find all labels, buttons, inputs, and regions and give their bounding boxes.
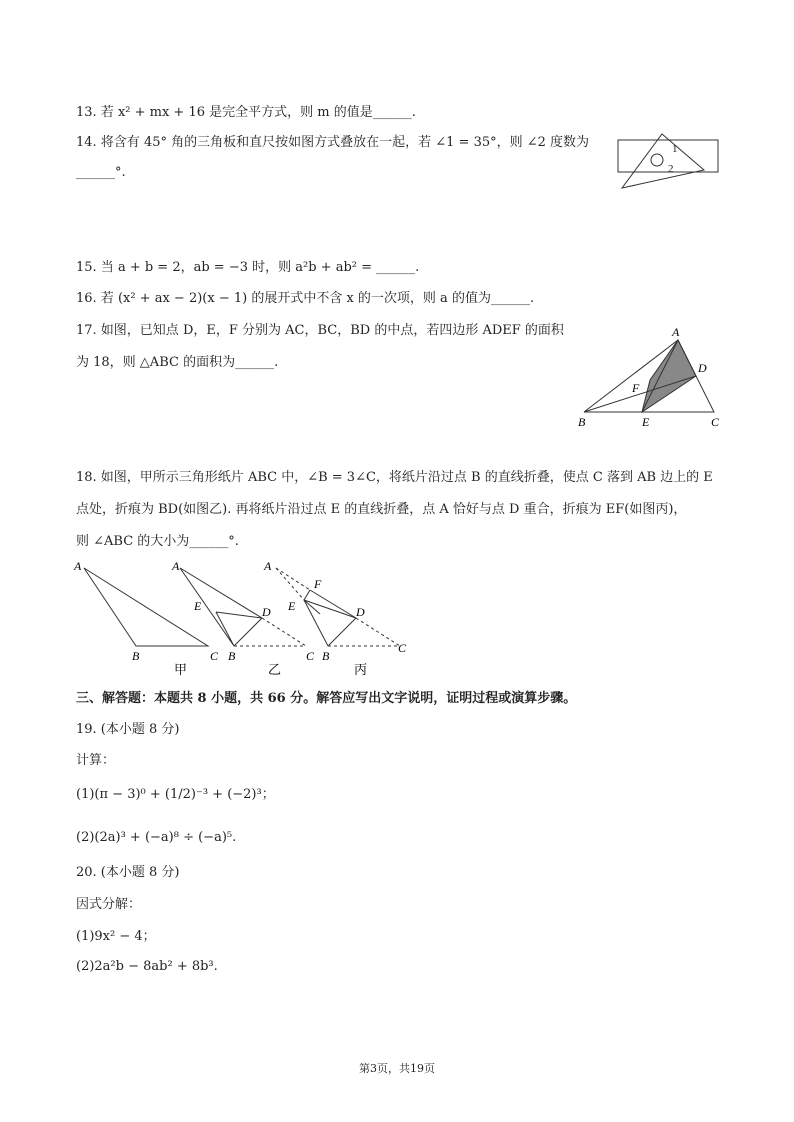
q19-part2: (2)(2a)³ + (−a)⁸ ÷ (−a)⁵. xyxy=(76,830,237,845)
jia-caption: 甲 xyxy=(174,662,188,677)
q16-text: 16. 若 (x² + ax − 2)(x − 1) 的展开式中不含 x 的一次项，则 a 的值为______. xyxy=(76,291,535,306)
q18-line1: 18. 如图，甲所示三角形纸片 ABC 中，∠B = 3∠C，将纸片沿过点 B 的直线折叠，使点 C 落到 AB 边上的 E xyxy=(76,470,713,485)
jia-label-C: C xyxy=(210,649,219,663)
yi-label-A: A xyxy=(172,559,180,573)
yi-label-D: D xyxy=(262,605,271,619)
bing-caption: 丙 xyxy=(354,662,368,677)
yi-label-E: E xyxy=(194,599,202,613)
section3-title: 三、解答题：本题共 8 小题，共 66 分。解答应写出文字说明，证明过程或演算步骤。 xyxy=(76,691,577,706)
yi-label-B: B xyxy=(228,649,236,663)
fig-bing-dashed-AE xyxy=(276,568,304,600)
page-footer: 第3页，共19页 xyxy=(359,1062,435,1075)
bing-label-A: A xyxy=(264,559,272,573)
fig-jia-triangle xyxy=(84,568,208,646)
q17-figure xyxy=(570,322,730,434)
fig-bing-BD xyxy=(328,618,356,646)
q18-figures xyxy=(70,556,420,680)
fig-bing-EF xyxy=(304,590,310,600)
q14-line1: 14. 将含有 45° 角的三角板和直尺按如图方式叠放在一起，若 ∠1 = 35°，则 ∠2 度数为 xyxy=(76,135,590,150)
bing-label-E: E xyxy=(288,599,296,613)
fig-yi-AB xyxy=(180,568,234,646)
fig-yi-ED xyxy=(216,612,262,618)
shaded-quadrilateral-ADEF xyxy=(642,340,696,412)
segment-BD xyxy=(584,376,696,412)
label-F: F xyxy=(632,381,640,395)
fig-yi-dashed-DC xyxy=(262,618,306,646)
fig-yi-AC xyxy=(180,568,262,618)
q20-prompt: 因式分解： xyxy=(76,897,142,912)
set-square-hole xyxy=(651,154,663,166)
q18-line2: 点处，折痕为 BD(如图乙). 再将纸片沿过点 E 的直线折叠，点 A 恰好与点 D 重合，折痕为 EF(如图丙)， xyxy=(76,502,687,517)
label-B: B xyxy=(578,415,586,429)
jia-label-A: A xyxy=(74,559,82,573)
label-C: C xyxy=(711,415,720,429)
q14-figure xyxy=(612,130,724,194)
bing-label-B: B xyxy=(322,649,330,663)
q17-line1: 17. 如图，已知点 D，E，F 分别为 AC，BC，BD 的中点，若四边形 ADEF 的面积 xyxy=(76,323,564,338)
yi-label-C: C xyxy=(306,649,315,663)
fig-yi-BD xyxy=(234,618,262,646)
bing-label-C: C xyxy=(398,641,407,655)
q13-text: 13. 若 x² + mx + 16 是完全平方式，则 m 的值是______. xyxy=(76,105,416,120)
q20-part2: (2)2a²b − 8ab² + 8b³. xyxy=(76,959,218,974)
q15-text: 15. 当 a + b = 2，ab = −3 时，则 a²b + ab² = ______. xyxy=(76,260,420,275)
angle-2-label: 2 xyxy=(668,163,674,175)
angle-1-label: 1 xyxy=(672,143,678,155)
q19-part1: (1)(π − 3)⁰ + (1/2)⁻³ + (−2)³； xyxy=(76,787,275,802)
q18-line3: 则 ∠ABC 的大小为______°. xyxy=(76,534,239,549)
q20-part1: (1)9x² − 4； xyxy=(76,929,156,944)
label-E: E xyxy=(642,415,650,429)
label-D: D xyxy=(698,361,707,375)
bing-label-D: D xyxy=(356,605,365,619)
bing-label-F: F xyxy=(314,577,322,591)
yi-caption: 乙 xyxy=(268,662,282,677)
q14-line2: ______°. xyxy=(76,165,126,180)
q17-line2: 为 18，则 △ABC 的面积为______. xyxy=(76,355,279,370)
q20-header: 20. (本小题 8 分) xyxy=(76,865,180,880)
fig-bing-E-fold xyxy=(304,600,320,614)
jia-label-B: B xyxy=(132,649,140,663)
fig-bing-dashed-DC xyxy=(356,618,400,646)
q19-header: 19. (本小题 8 分) xyxy=(76,722,180,737)
label-A: A xyxy=(672,325,680,339)
q19-prompt: 计算： xyxy=(76,753,116,768)
